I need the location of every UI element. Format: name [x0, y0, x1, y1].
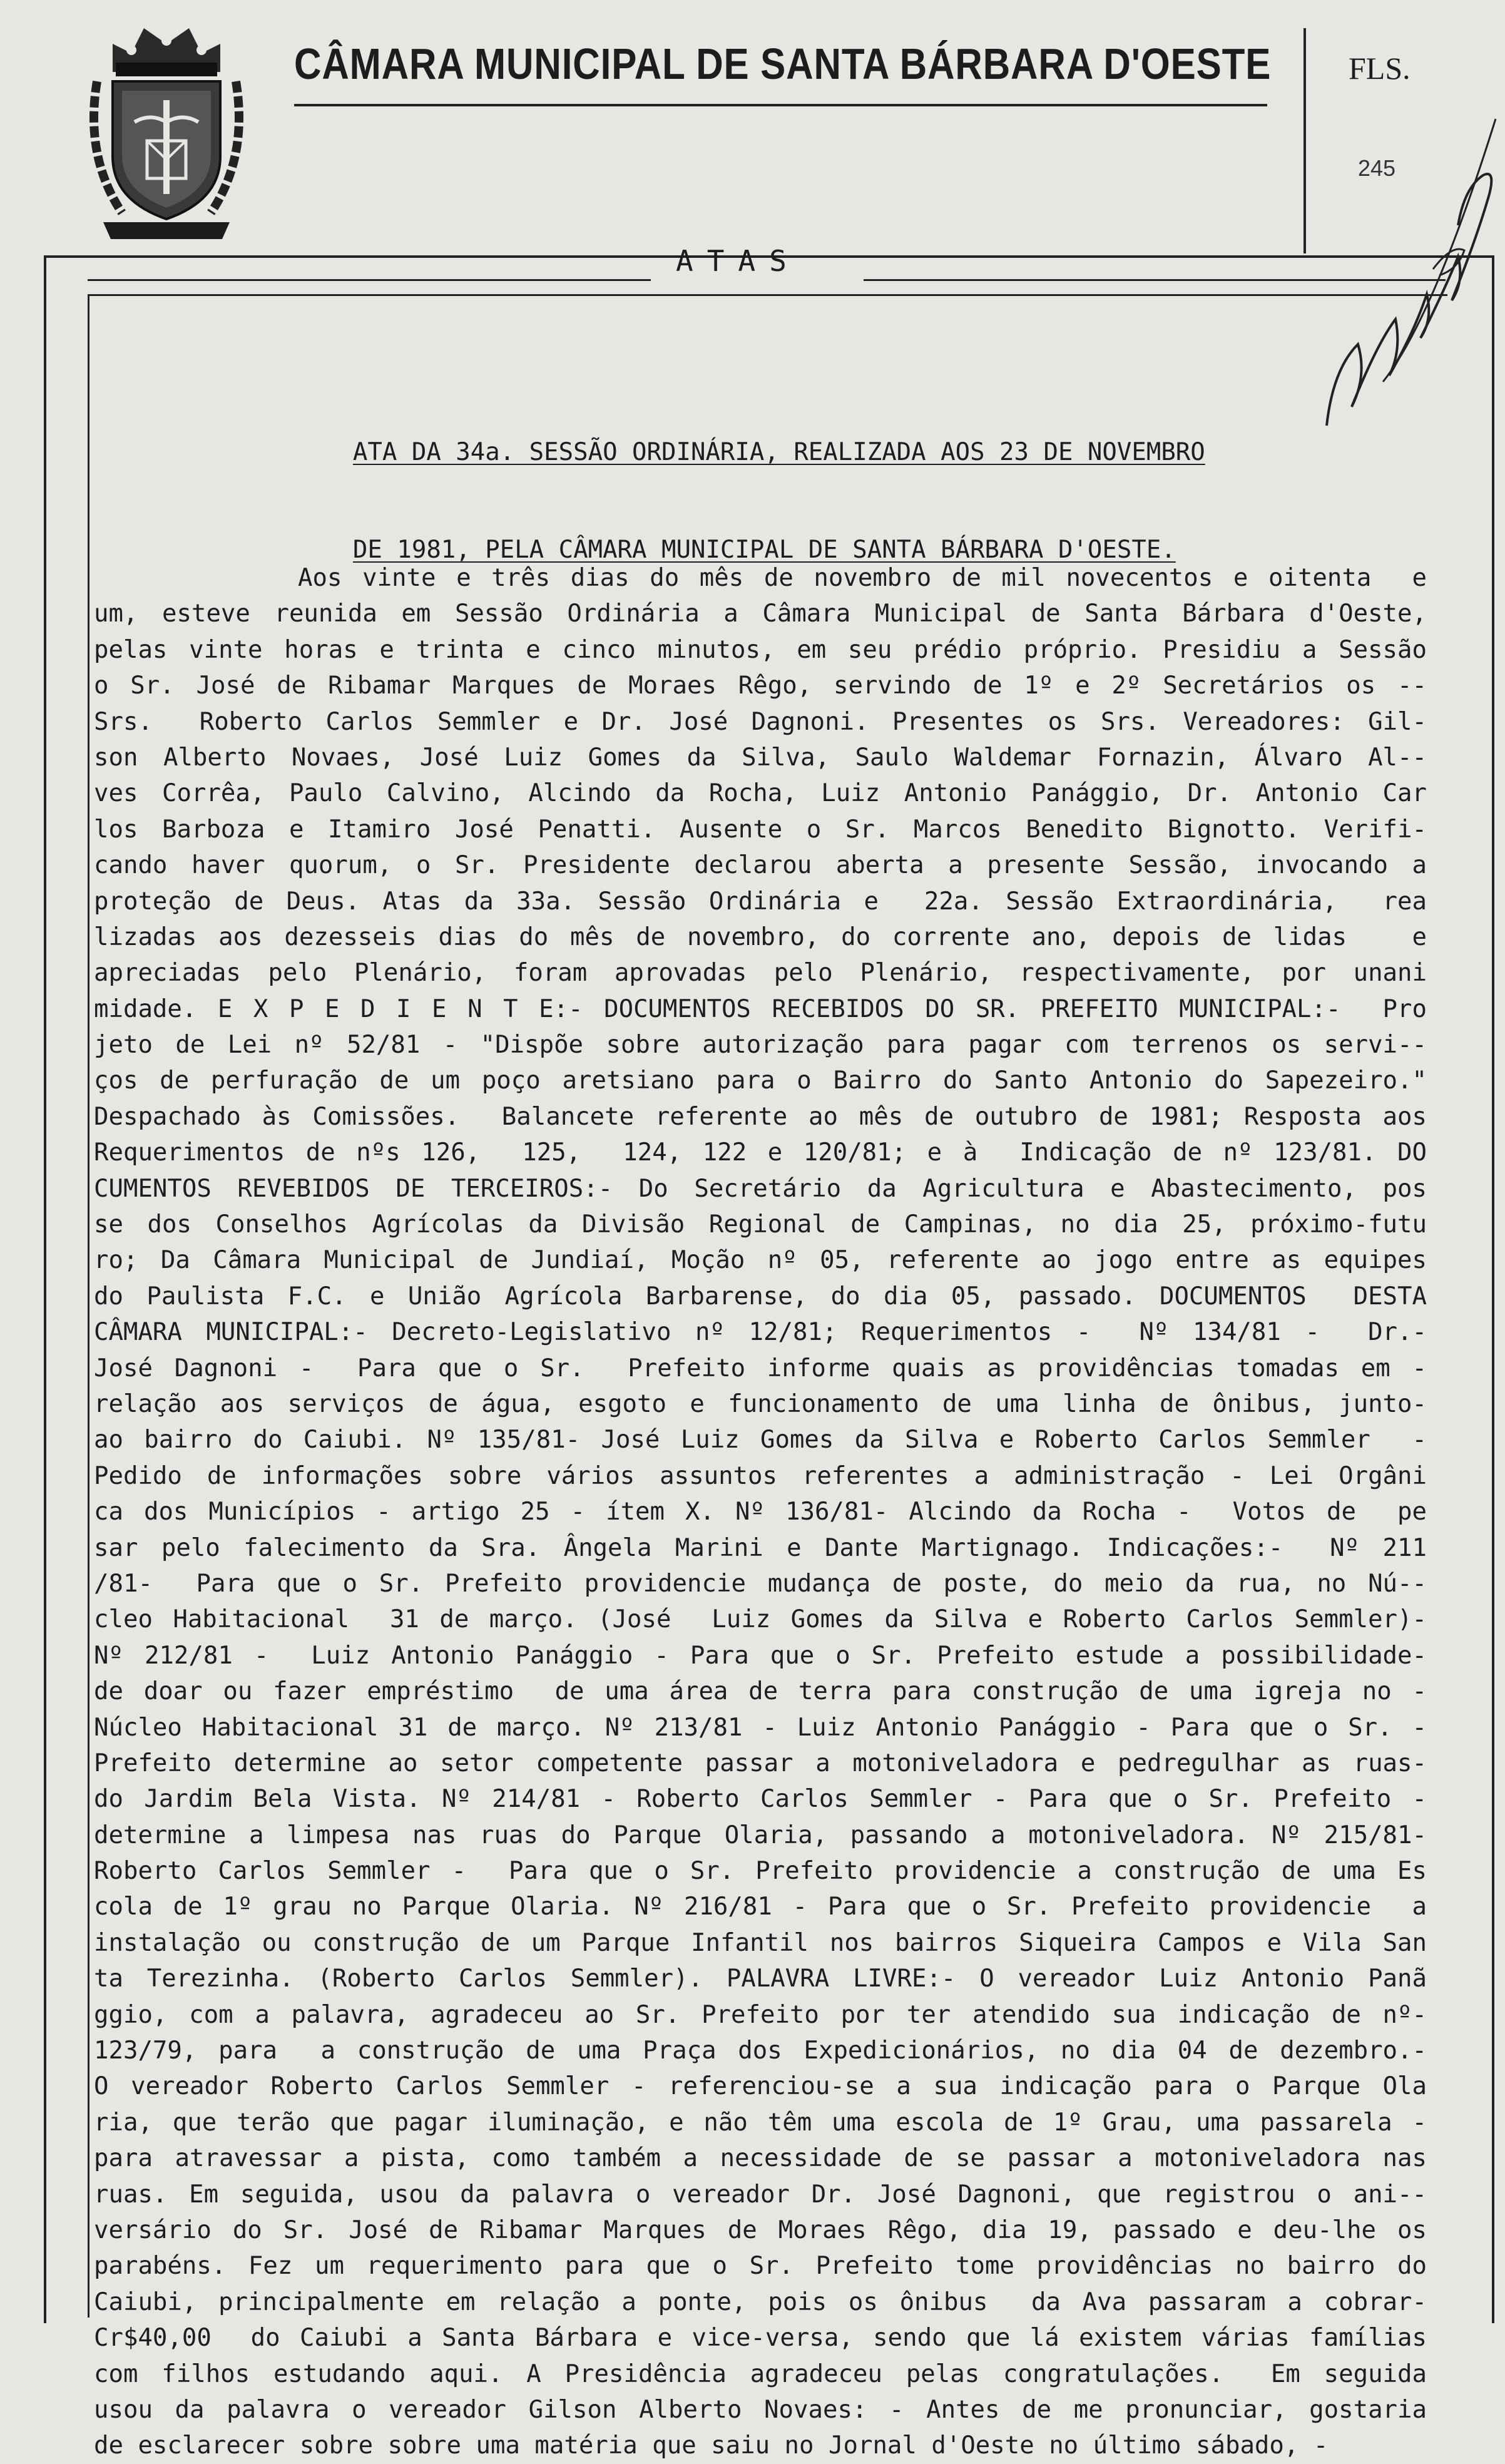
body-line: ços de perfuração de um poço aretsiano para o Bairro do Santo Antonio do Sapezeiro."	[94, 1066, 1427, 1095]
body-line: Prefeito determine ao setor competente passar a motoniveladora e pedregulhar as ruas-	[94, 1749, 1427, 1777]
body-line: do Paulista F.C. e União Agrícola Barbarense, do dia 05, passado. DOCUMENTOS DESTA	[94, 1282, 1427, 1311]
body-line: ro; Da Câmara Municipal de Jundiaí, Moção nº 05, referente ao jogo entre as equipes	[94, 1246, 1427, 1275]
body-line: Aos vinte e três dias do mês de novembro de mil novecentos e oitenta e	[94, 564, 1427, 592]
title-underline	[294, 104, 1267, 106]
body-line: se dos Conselhos Agrícolas da Divisão Regional de Campinas, no dia 25, próximo-futu	[94, 1210, 1427, 1239]
body-line: ao bairro do Caiubi. Nº 135/81- José Luiz Gomes da Silva e Roberto Carlos Semmler -	[94, 1426, 1427, 1454]
body-line: Cr$40,00 do Caiubi a Santa Bárbara e vice-versa, sendo que lá existem várias famílias	[94, 2324, 1427, 2353]
body-line: /81- Para que o Sr. Prefeito providencie mudança de poste, do meio da rua, no Nú--	[94, 1569, 1427, 1598]
sheet-number: 245	[1358, 155, 1396, 181]
body-line: usou da palavra o vereador Gilson Alberto Novaes: - Antes de me pronunciar, gostaria	[94, 2395, 1427, 2424]
body-line: cola de 1º grau no Parque Olaria. Nº 216/81 - Para que o Sr. Prefeito providencie a	[94, 1893, 1427, 1921]
body-line: los Barboza e Itamiro José Penatti. Ausente o Sr. Marcos Benedito Bignotto. Verifi-	[94, 815, 1427, 844]
body-line: son Alberto Novaes, José Luiz Gomes da Silva, Saulo Waldemar Fornazin, Álvaro Al--	[94, 743, 1427, 772]
body-line: jeto de Lei nº 52/81 - "Dispõe sobre autorização para pagar com terrenos os servi--	[94, 1031, 1427, 1060]
header-divider	[1303, 28, 1306, 253]
body-line: Requerimentos de nºs 126, 125, 124, 122 e 120/81; e à Indicação de nº 123/81. DO	[94, 1138, 1427, 1167]
heading-line-2: DE 1981, PELA CÂMARA MUNICIPAL DE SANTA BÁRBARA D'OESTE.	[352, 536, 1176, 564]
body-line: um, esteve reunida em Sessão Ordinária a Câmara Municipal de Santa Bárbara d'Oeste,	[94, 600, 1427, 628]
body-line: Roberto Carlos Semmler - Para que o Sr. Prefeito providencie a construção de uma Es	[94, 1857, 1427, 1886]
body-line: ta Terezinha. (Roberto Carlos Semmler). PALAVRA LIVRE:- O vereador Luiz Antonio Panã	[94, 1965, 1427, 1993]
body-line: ggio, com a palavra, agradeceu ao Sr. Prefeito por ter atendido sua indicação de nº-	[94, 2000, 1427, 2029]
section-rule-left	[88, 279, 651, 281]
body-line: o Sr. José de Ribamar Marques de Moraes Rêgo, servindo de 1º e 2º Secretários os --	[94, 672, 1427, 700]
body-line: determine a limpesa nas ruas do Parque Olaria, passando a motoniveladora. Nº 215/81-	[94, 1821, 1427, 1849]
body-line: parabéns. Fez um requerimento para que o Sr. Prefeito tome providências no bairro do	[94, 2252, 1427, 2281]
body-line: relação aos serviços de água, esgoto e funcionamento de uma linha de ônibus, junto-	[94, 1389, 1427, 1418]
body-line: 123/79, para a construção de uma Praça dos Expedicionários, no dia 04 de dezembro.-	[94, 2037, 1427, 2065]
body-line: Pedido de informações sobre vários assuntos referentes a administração - Lei Orgâni	[94, 1461, 1427, 1490]
body-line: ria, que terão que pagar iluminação, e não têm uma escola de 1º Grau, uma passarela -	[94, 2108, 1427, 2137]
body-line: apreciadas pelo Plenário, foram aprovadas pelo Plenário, respectivamente, por unani	[94, 959, 1427, 988]
body-line: lizadas aos dezesseis dias do mês de novembro, do corrente ano, depois de lidas e	[94, 923, 1427, 951]
sheet-label: FLS.	[1349, 51, 1411, 86]
body-line: CUMENTOS REVEBIDOS DE TERCEIROS:- Do Secretário da Agricultura e Abastecimento, pos	[94, 1174, 1427, 1203]
body-line: CÂMARA MUNICIPAL:- Decreto-Legislativo nº 12/81; Requerimentos - Nº 134/81 - Dr.-	[94, 1318, 1427, 1347]
body-line: Caiubi, principalmente em relação a ponte, pois os ônibus da Ava passaram a cobrar-	[94, 2288, 1427, 2316]
body-line: ca dos Municípios - artigo 25 - ítem X. Nº 136/81- Alcindo da Rocha - Votos de pe	[94, 1498, 1427, 1526]
body-line: de esclarecer sobre sobre uma matéria que saiu no Jornal d'Oeste no último sábado, -	[94, 2431, 1329, 2460]
body-line: proteção de Deus. Atas da 33a. Sessão Ordinária e 22a. Sessão Extraordinária, rea	[94, 887, 1427, 916]
body-line: do Jardim Bela Vista. Nº 214/81 - Roberto Carlos Semmler - Para que o Sr. Prefeito -	[94, 1785, 1427, 1814]
heading-line-1: ATA DA 34a. SESSÃO ORDINÁRIA, REALIZADA AOS 23 DE NOVEMBRO	[352, 438, 1205, 466]
body-line: Núcleo Habitacional 31 de março. Nº 213/81 - Luiz Antonio Panággio - Para que o Sr. -	[94, 1713, 1427, 1742]
body-line: cleo Habitacional 31 de março. (José Luiz Gomes da Silva e Roberto Carlos Semmler)-	[94, 1605, 1427, 1634]
body-line: O vereador Roberto Carlos Semmler - referenciou-se a sua indicação para o Parque Ola	[94, 2072, 1427, 2101]
body-line: Srs. Roberto Carlos Semmler e Dr. José Dagnoni. Presentes os Srs. Vereadores: Gil-	[94, 707, 1427, 736]
body-line: Nº 212/81 - Luiz Antonio Panággio - Para que o Sr. Prefeito estude a possibilidade-	[94, 1641, 1427, 1670]
body-line: versário do Sr. José de Ribamar Marques de Moraes Rêgo, dia 19, passado e deu-lhe os	[94, 2216, 1427, 2244]
minutes-body	[94, 560, 1427, 2464]
body-line: com filhos estudando aqui. A Presidência agradeceu pelas congratulações. Em seguida	[94, 2359, 1427, 2388]
body-line: Despachado às Comissões. Balancete referente ao mês de outubro de 1981; Resposta aos	[94, 1102, 1427, 1131]
body-line: midade. E X P E D I E N T E:- DOCUMENTOS RECEBIDOS DO SR. PREFEITO MUNICIPAL:- Pro	[94, 994, 1427, 1023]
body-line: pelas vinte horas e trinta e cinco minutos, em seu prédio próprio. Presidiu a Sessão	[94, 635, 1427, 664]
body-line: ves Corrêa, Paulo Calvino, Alcindo da Rocha, Luiz Antonio Panággio, Dr. Antonio Car	[94, 779, 1427, 808]
body-line: ruas. Em seguida, usou da palavra o vereador Dr. José Dagnoni, que registrou o ani--	[94, 2180, 1427, 2209]
body-line: José Dagnoni - Para que o Sr. Prefeito informe quais as providências tomadas em -	[94, 1354, 1427, 1383]
municipal-crest-icon	[84, 13, 248, 248]
body-line: instalação ou construção de um Parque Infantil nos bairros Siqueira Campos e Vila San	[94, 1928, 1427, 1957]
body-line: cando haver quorum, o Sr. Presidente declarou aberta a presente Sessão, invocando a	[94, 851, 1427, 880]
organization-title: CÂMARA MUNICIPAL DE SANTA BÁRBARA D'OESTE	[294, 39, 1272, 88]
section-title: ATAS	[676, 244, 800, 278]
body-line: sar pelo falecimento da Sra. Ângela Marini e Dante Martignago. Indicações:- Nº 211	[94, 1533, 1427, 1562]
section-rule-right	[864, 279, 1446, 281]
body-line: para atravessar a pista, como também a necessidade de se passar a motoniveladora nas	[94, 2144, 1427, 2173]
body-line: de doar ou fazer empréstimo de uma área de terra para construção de uma igreja no -	[94, 1677, 1427, 1706]
